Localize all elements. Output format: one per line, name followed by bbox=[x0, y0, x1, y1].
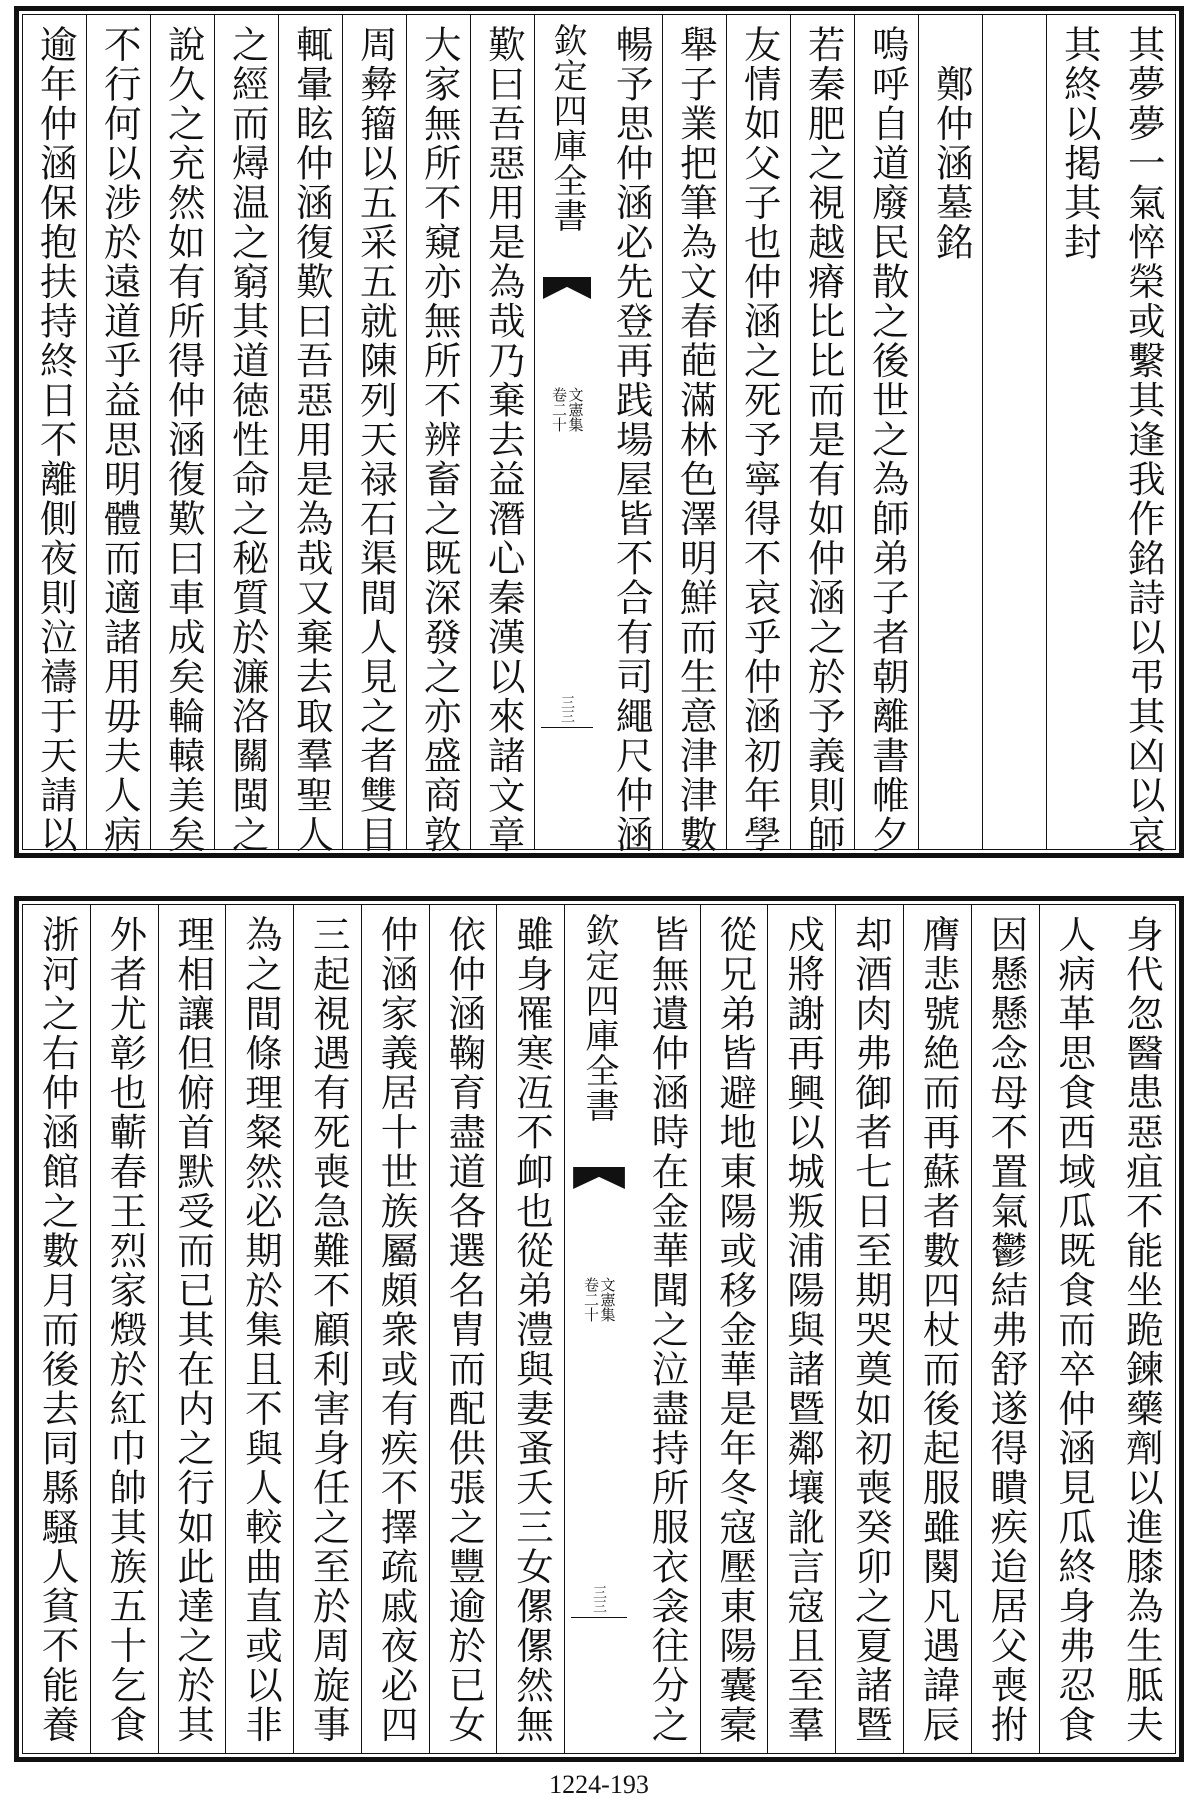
column-text: 若秦肥之視越瘠比比而是有如仲涵之於予義則師 bbox=[801, 25, 846, 855]
column-text: 身代忽醫患惡疽不能坐跪鍊藥劑以進膝為生胝夫 bbox=[1119, 915, 1164, 1745]
folio-number: 三三 bbox=[559, 695, 575, 723]
center-margin bbox=[534, 15, 599, 849]
top-page-grid bbox=[22, 14, 1176, 855]
column-text: 舉子業把筆為文春葩滿林色澤明鮮而生意津津數 bbox=[673, 25, 718, 855]
text-column bbox=[86, 15, 151, 855]
collection-name: 文憲集 bbox=[566, 387, 585, 432]
column-text: 仲涵家義居十世族屬頗衆或有疾不擇疏戚夜必四 bbox=[374, 915, 419, 1745]
fishtail-mark bbox=[543, 277, 591, 299]
volume-info bbox=[583, 1277, 616, 1322]
top-page bbox=[14, 6, 1184, 858]
column-text: 說久之充然如有所得仲涵復歎曰車成矣輪轅美矣 bbox=[161, 25, 206, 855]
text-column bbox=[1111, 15, 1175, 855]
column-text: 因懸懸念母不置氣鬱結弗舒遂得瞶疾迨居父喪拊 bbox=[984, 915, 1029, 1745]
column-text: 周彜籀以五采五就陳列天禄石渠間人見之者雙目 bbox=[353, 25, 398, 855]
text-column bbox=[1046, 15, 1111, 849]
fishtail-mark bbox=[573, 1167, 625, 1189]
column-text: 歎曰吾惡用是為哉乃棄去益潛心秦漢以來諸文章 bbox=[481, 25, 526, 855]
margin-rule bbox=[571, 1617, 627, 1618]
column-text: 不行何以涉於遠道乎益思明體而適諸用毋夫人病 bbox=[97, 25, 142, 855]
bottom-page-grid bbox=[22, 904, 1176, 1754]
text-column bbox=[700, 905, 769, 1753]
text-column bbox=[767, 905, 836, 1753]
text-column bbox=[496, 905, 565, 1753]
text-column bbox=[342, 15, 407, 855]
text-column bbox=[22, 15, 87, 855]
column-text: 從兄弟皆避地東陽或移金華是年冬寇壓東陽囊槖 bbox=[713, 915, 758, 1745]
column-text: 大家無所不窺亦無所不辨畜之既深發之亦盛商敦 bbox=[417, 25, 462, 855]
column-text: 友情如父子也仲涵之死予寧得不哀乎仲涵初年學 bbox=[737, 25, 782, 855]
text-column bbox=[278, 15, 343, 855]
volume-info bbox=[551, 387, 584, 432]
column-text: 理相讓但俯首默受而已其在内之行如此達之於其 bbox=[171, 915, 216, 1745]
page-number: 1224-193 bbox=[549, 1770, 649, 1799]
column-text: 嗚呼自道廢民散之後世之為師弟子者朝離書帷夕 bbox=[865, 25, 910, 855]
column-text: 雖身罹寒冱不卹也從弟澧與妻蚤夭三女傫傫然無 bbox=[510, 915, 554, 1745]
text-column bbox=[854, 15, 919, 855]
text-column bbox=[225, 905, 294, 1753]
column-text: 膺悲號絶而再蘇者數四杖而後起服雖闋凡遇諱辰 bbox=[916, 915, 961, 1745]
folio-number: 三三 bbox=[591, 1585, 608, 1613]
column-text: 却酒肉弗御者七日至期哭奠如初喪癸卯之夏諸暨 bbox=[848, 915, 893, 1745]
text-column bbox=[470, 15, 535, 855]
column-text: 依仲涵鞠育盡道各選名胄而配供張之豐逾於已女 bbox=[442, 915, 487, 1745]
column-text: 為之間條理粲然必期於集且不與人較曲直或以非 bbox=[238, 915, 283, 1745]
text-column bbox=[1039, 905, 1108, 1753]
text-column bbox=[790, 15, 855, 855]
column-text: 鄭仲涵墓銘 bbox=[929, 25, 974, 262]
volume-number: 卷二十 bbox=[550, 387, 568, 432]
text-column bbox=[903, 905, 972, 1753]
column-text: 皆無遺仲涵時在金華聞之泣盡持所服衣衾往分之 bbox=[645, 915, 690, 1745]
column-text: 逾年仲涵保抱扶持終日不離側夜則泣禱于天請以 bbox=[33, 25, 78, 855]
text-column bbox=[918, 15, 983, 849]
column-text: 外者尤彰也蘄春王烈家燬於紅巾帥其族五十乞食 bbox=[103, 915, 148, 1745]
text-column bbox=[726, 15, 791, 855]
text-column bbox=[971, 905, 1040, 1753]
volume-number: 卷二十 bbox=[582, 1277, 601, 1322]
bottom-page bbox=[14, 896, 1184, 1762]
text-column bbox=[361, 905, 430, 1753]
text-column bbox=[158, 905, 227, 1753]
text-column bbox=[90, 905, 159, 1753]
text-column bbox=[835, 905, 904, 1753]
text-column bbox=[293, 905, 362, 1753]
text-column bbox=[662, 15, 727, 855]
text-column bbox=[429, 905, 498, 1753]
text-column bbox=[982, 15, 1047, 849]
text-column bbox=[214, 15, 279, 855]
text-column bbox=[598, 15, 663, 855]
book-title: 欽定四庫全書 bbox=[547, 23, 587, 233]
column-text: 其終以掲其封 bbox=[1057, 25, 1102, 262]
text-column bbox=[22, 905, 91, 1753]
text-column bbox=[150, 15, 215, 855]
column-text: 之經而燖温之窮其道徳性命之秘質於濂洛關閩之 bbox=[225, 25, 270, 855]
column-text: 輒暈眩仲涵復歎曰吾惡用是為哉又棄去取羣聖人 bbox=[289, 25, 334, 855]
center-margin bbox=[564, 905, 633, 1753]
text-column bbox=[632, 905, 701, 1753]
column-text: 戍將謝再興以城叛浦陽與諸暨鄰壤訛言寇且至羣 bbox=[781, 915, 826, 1745]
column-text: 浙河之右仲涵館之數月而後去同縣騷人貧不能養 bbox=[35, 915, 80, 1745]
collection-name: 文憲集 bbox=[598, 1277, 617, 1322]
column-text: 其夢夢一氣悴榮或繫其逢我作銘詩以弔其凶以哀 bbox=[1121, 25, 1166, 855]
margin-rule bbox=[541, 727, 593, 728]
column-text: 暢予思仲涵必先登再践場屋皆不合有司繩尺仲涵 bbox=[609, 25, 654, 855]
book-title: 欽定四庫全書 bbox=[579, 913, 620, 1123]
column-text: 人病革思食西域瓜既食而卒仲涵見瓜終身弗忍食 bbox=[1052, 915, 1097, 1745]
text-column bbox=[1107, 905, 1175, 1753]
column-text: 三起視遇有死喪急難不顧利害身任之至於周旋事 bbox=[306, 915, 351, 1745]
text-column bbox=[406, 15, 471, 855]
